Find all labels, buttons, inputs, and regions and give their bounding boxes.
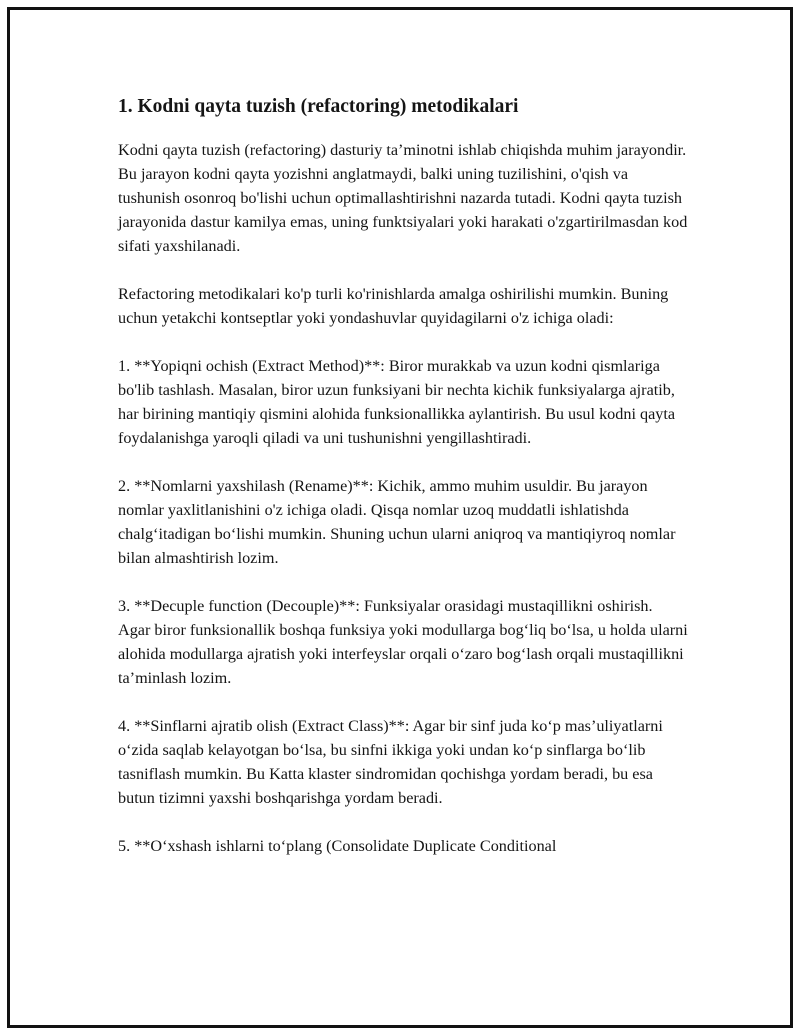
list-item-rename: 2. **Nomlarni yaxshilash (Rename)**: Kichik, ammo muhim usuldir. Bu jarayon nomlar yaxlitlanishini o'z ichiga oladi. Qisqa nomlar uzoq muddatli ishlatishda chalg‘itadigan bo‘lishi mumkin. Shuning uchun ularni aniqroq va mantiqiyroq nomlar bilan almashtirish lozim. (118, 477, 676, 567)
list-item-decouple: 3. **Decuple function (Decouple)**: Funksiyalar orasidagi mustaqillikni oshirish. Agar biror funksionallik boshqa funksiya yoki modullarga bog‘liq bo‘lsa, u holda ularni alohida modullarga ajratish yoki interfeyslar orqali o‘zaro bog‘lash orqali mustaqillikni ta’minlash lozim. (118, 597, 688, 687)
section-heading: 1. Kodni qayta tuzish (refactoring) metodikalari (118, 96, 519, 117)
document-body (118, 94, 688, 858)
paragraph-methods-overview: Refactoring metodikalari ko'p turli ko'rinishlarda amalga oshirilishi mumkin. Buning uchun yetakchi kontseptlar yoki yondashuvlar quyidagilarni o'z ichiga oladi: (118, 285, 669, 327)
paragraph-intro: Kodni qayta tuzish (refactoring) dasturiy ta’minotni ishlab chiqishda muhim jarayondir. Bu jarayon kodni qayta yozishni anglatmaydi, balki uning tuzilishini, o'qish va tushunish osonroq bo'lishi uchun optimallashtirishni nazarda tutadi. Kodni qayta tuzish jarayonida dastur kamilya emas, uning funktsiyalari yoki harakati o'zgartirilmasdan kod sifati yaxshilanadi. (118, 141, 688, 255)
list-item-consolidate: 5. **O‘xshash ishlarni to‘plang (Consolidate Duplicate Conditional (118, 837, 557, 855)
list-item-extract-method: 1. **Yopiqni ochish (Extract Method)**: Biror murakkab va uzun kodni qismlariga bo'lib tashlash. Masalan, biror uzun funksiyani bir nechta kichik funksiyalarga ajratib, har birining mantiqiy qismini alohida funksionallikka aylantirish. Bu usul kodni qayta foydalanishga yaroqli qiladi va uni tushunishni yengillashtiradi. (118, 357, 676, 447)
list-item-extract-class: 4. **Sinflarni ajratib olish (Extract Class)**: Agar bir sinf juda ko‘p mas’uliyatlarni o‘zida saqlab kelayotgan bo‘lsa, bu sinfni ikkiga yoki undan ko‘p sinflarga bo‘lib tasniflash mumkin. Bu Katta klaster sindromidan qochishga yordam beradi, bu esa butun tizimni yaxshi boshqarishga yordam beradi. (118, 717, 663, 807)
